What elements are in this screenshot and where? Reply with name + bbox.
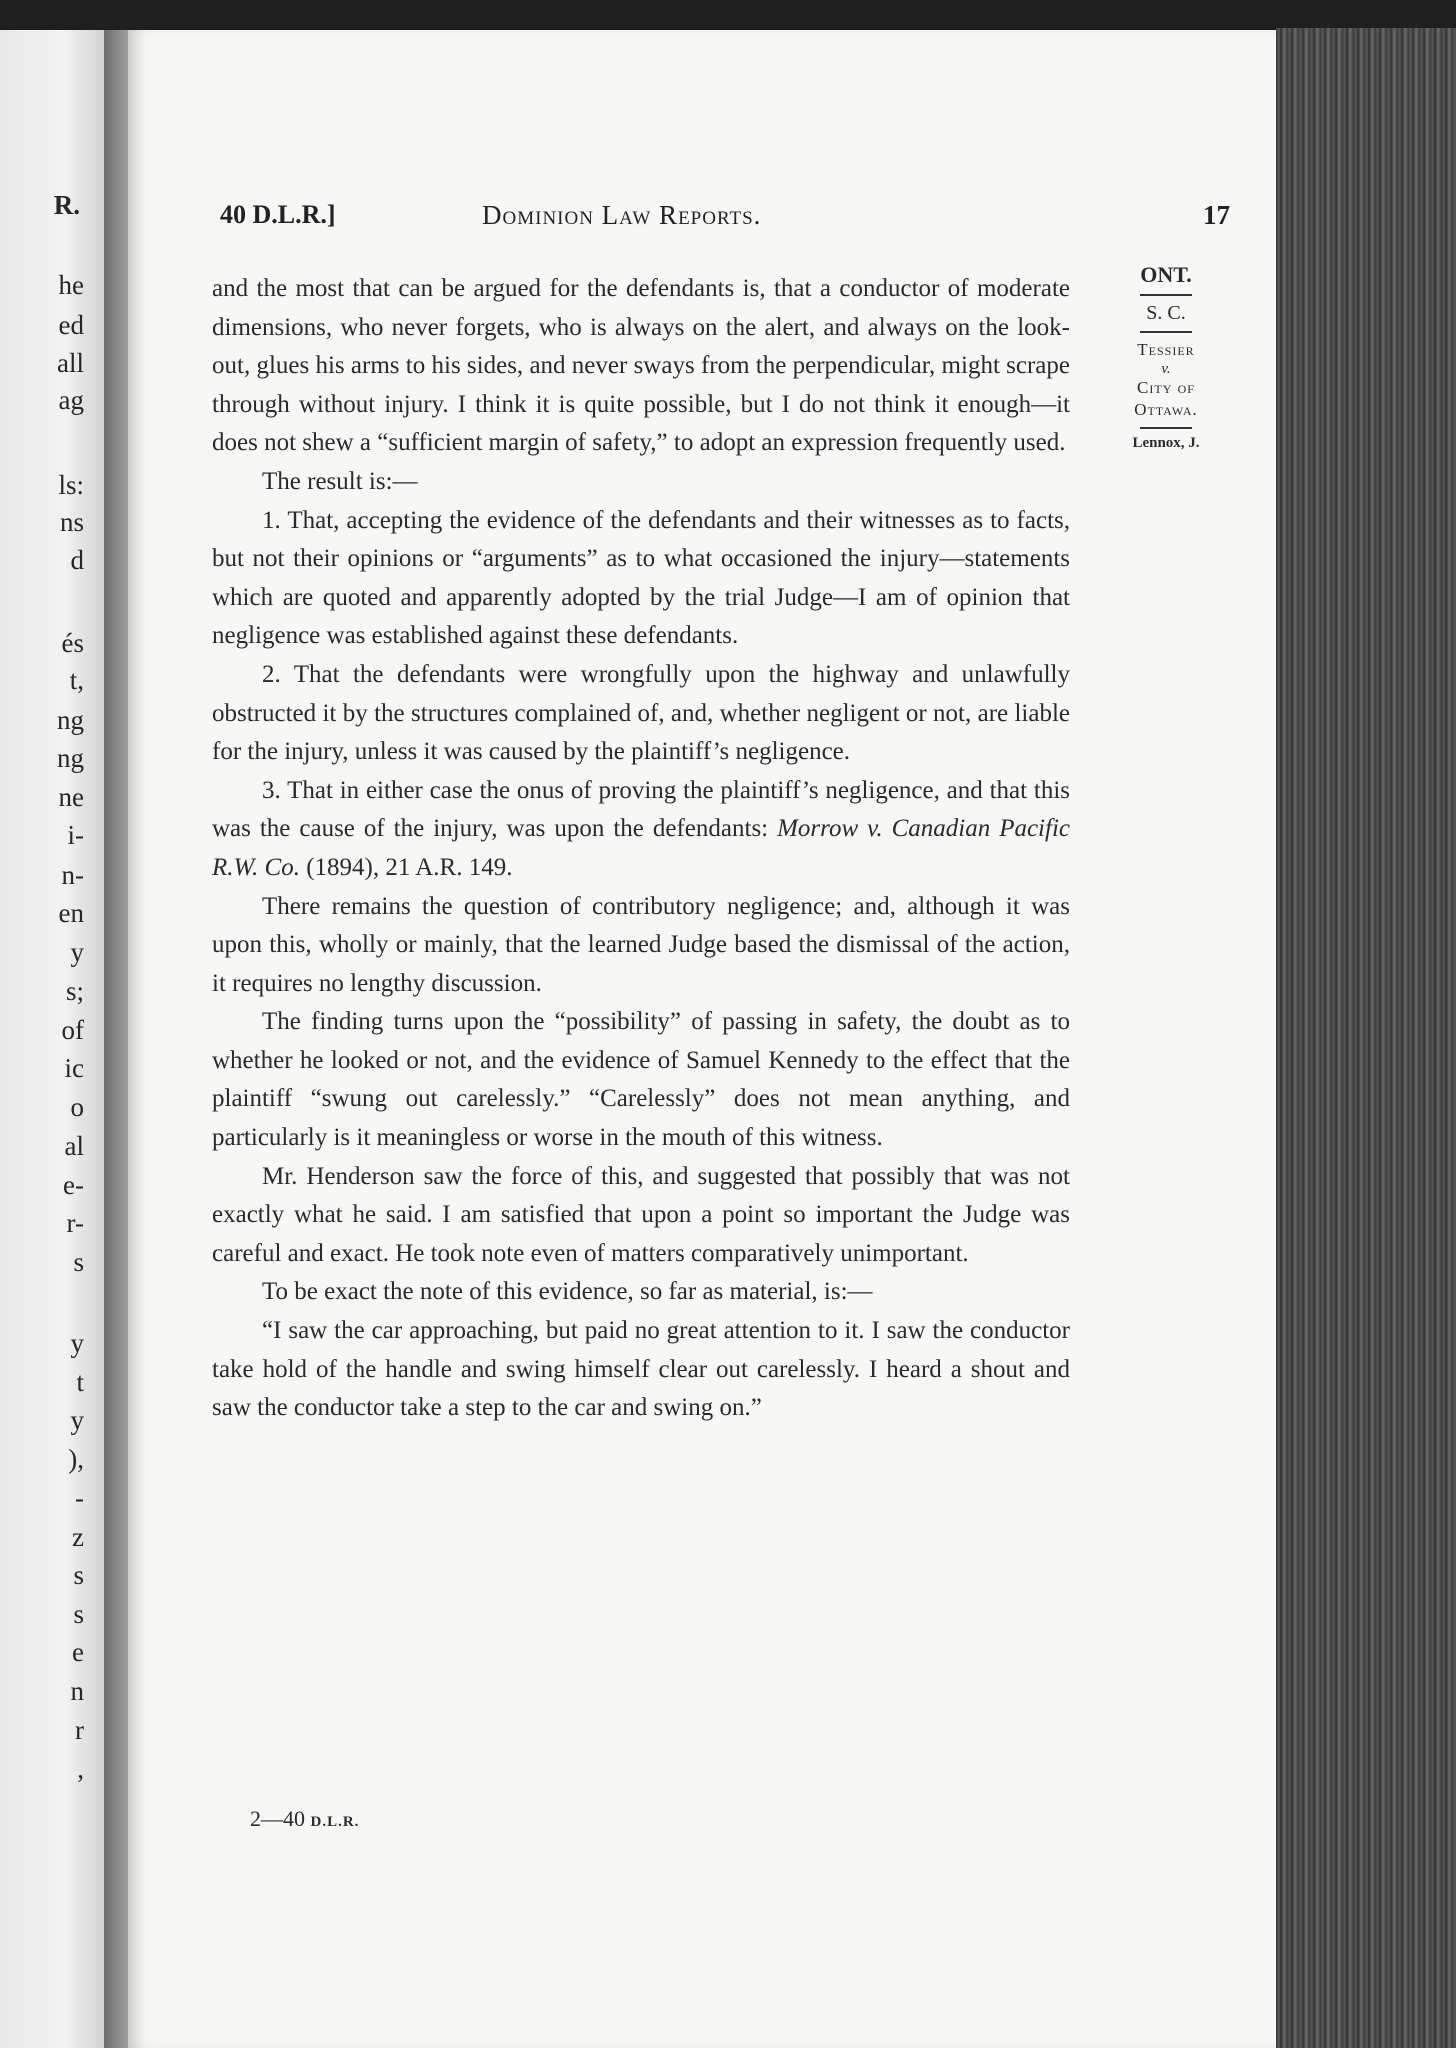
paragraph: Mr. Henderson saw the force of this, and suggested that possibly that was not exactly what he said. I am satisfied that upon a point so important the Judge was careful and exact. He took note even of matters comparatively unimportant. — [212, 1162, 1070, 1267]
paragraph: The finding turns upon the “possibility” of passing in safety, the doubt as to whether he looked or not, and the evidence of Samuel Kennedy to the effect that the plaintiff “swung out carelessly.” “Carelessly” does not mean anything, and particularly is it meaningless or worse in the mouth of this witness. — [212, 1008, 1070, 1152]
margin-division: S. C. — [1146, 302, 1186, 324]
facing-page-fragment: i- — [67, 820, 84, 850]
facing-page-fragment: he — [58, 270, 84, 300]
signature-abbr: D.L.R. — [310, 1814, 360, 1830]
margin-judge: Lennox, J. — [1132, 435, 1200, 451]
facing-page-fragment: s — [73, 1599, 84, 1629]
facing-page-fragment: y — [70, 937, 84, 967]
facing-page-fragment: y — [70, 1405, 84, 1435]
margin-versus: v. — [1161, 361, 1171, 377]
facing-page-fragment: z — [72, 1522, 84, 1552]
facing-page-fragment: s — [73, 1247, 84, 1277]
signature-mark — [250, 1806, 359, 1832]
facing-page-fragment: s; — [65, 976, 84, 1006]
top-shadow — [0, 0, 1456, 30]
facing-page-fragment: of — [61, 1015, 84, 1045]
facing-page-fragment: e — [72, 1637, 84, 1667]
facing-page-fragment: ic — [64, 1053, 84, 1083]
facing-page-fragment: r — [75, 1715, 84, 1745]
paragraph — [212, 772, 1070, 888]
facing-page-fragment: ), — [68, 1444, 84, 1474]
quoted-evidence: “I saw the car approaching, but paid no great attention to it. I saw the conductor take hold of the handle and swing himself clear out carelessly. I heard a shout and saw the conductor take a step to the car and swing on.” — [212, 1317, 1070, 1422]
facing-page-fragment: és — [61, 628, 84, 658]
facing-page-fragment: y — [70, 1328, 84, 1358]
page-number: 17 — [1203, 200, 1230, 230]
running-header — [220, 200, 1230, 240]
facing-page-fragment: ed — [58, 310, 84, 340]
publication-title: Dominion Law Reports. — [482, 200, 762, 230]
facing-page-fragment: d — [70, 545, 84, 575]
paragraph: To be exact the note of this evidence, so far as material, is:— — [262, 1278, 873, 1306]
margin-party-2b: Ottawa. — [1134, 400, 1198, 419]
volume-reference: 40 D.L.R.] — [220, 200, 336, 229]
facing-page-fragment: all — [57, 348, 84, 378]
facing-page-fragment: r- — [66, 1208, 84, 1238]
facing-page — [0, 30, 108, 2048]
facing-page-fragment: ng — [57, 705, 84, 735]
facing-page-fragment: s — [73, 1560, 84, 1590]
facing-page-fragment: n — [70, 1676, 84, 1706]
paragraph: 1. That, accepting the evidence of the defendants and their witnesses as to facts, but not their opinions or “arguments” as to what occasioned the injury—statements which are quoted and apparently adopted by the trial Judge—I am of opinion that negligence was established against these defendants. — [212, 506, 1070, 650]
body-text — [212, 270, 1070, 1428]
paragraph: 2. That the defendants were wrongfully upon the highway and unlawfully obstructed it by the structures complained of, and, whether negligent or not, are liable for the injury, unless it was caused by the plaintiff’s negligence. — [212, 660, 1070, 766]
facing-page-fragment: e- — [63, 1170, 84, 1200]
margin-party-1: Tessier — [1137, 340, 1195, 359]
facing-page-fragment: t — [76, 1367, 84, 1397]
facing-page-fragment: t, — [69, 665, 84, 695]
facing-page-fragment: en — [58, 898, 84, 928]
facing-page-fragment: R. — [53, 190, 80, 220]
facing-page-fragment: al — [64, 1131, 84, 1161]
facing-page-fragment: ag — [58, 385, 84, 415]
facing-page-fragment: n- — [61, 860, 84, 890]
margin-note — [1098, 262, 1234, 452]
facing-page-fragment: ng — [57, 743, 84, 773]
facing-page-fragment: o — [70, 1092, 84, 1122]
margin-court: ONT. — [1140, 262, 1192, 287]
margin-party-2a: City of — [1137, 378, 1195, 397]
paragraph-text: 3. That in either case the onus of proving the plaintiff’s negligence, and that this was the cause of the injury, was upon the defendants: — [212, 776, 1070, 843]
margin-rule — [1140, 427, 1192, 429]
facing-page-fragment: - — [75, 1483, 84, 1513]
facing-page-fragment: ls: — [58, 470, 84, 500]
facing-page-fragment: , — [77, 1754, 84, 1784]
margin-rule — [1140, 294, 1192, 296]
facing-page-fragment: ne — [58, 782, 84, 812]
paragraph: There remains the question of contributory negligence; and, although it was upon this, wholly or mainly, that the learned Judge based the dismissal of the action, it requires no lengthy discussion. — [212, 892, 1070, 997]
paragraph: and the most that can be argued for the defendants is, that a conductor of moderate dimensions, who never forgets, who is always on the alert, and always on the look-out, glues his arms to his sides, and never sways from the perpendicular, might scrape through without injury. I think it is quite possible, but I do not think it enough—it does not shew a “sufficient margin of safety,” to adopt an expression frequently used. — [212, 275, 1070, 457]
page-edges — [1276, 28, 1456, 2048]
paragraph: The result is:— — [262, 467, 418, 495]
signature-number: 2—40 — [250, 1806, 305, 1831]
case-citation: Morrow v. Canadian Pacific R.W. Co. — [212, 815, 1070, 881]
paragraph-text: (1894), 21 A.R. 149. — [299, 853, 513, 881]
facing-page-fragment: ns — [59, 507, 84, 537]
margin-rule — [1140, 331, 1192, 333]
